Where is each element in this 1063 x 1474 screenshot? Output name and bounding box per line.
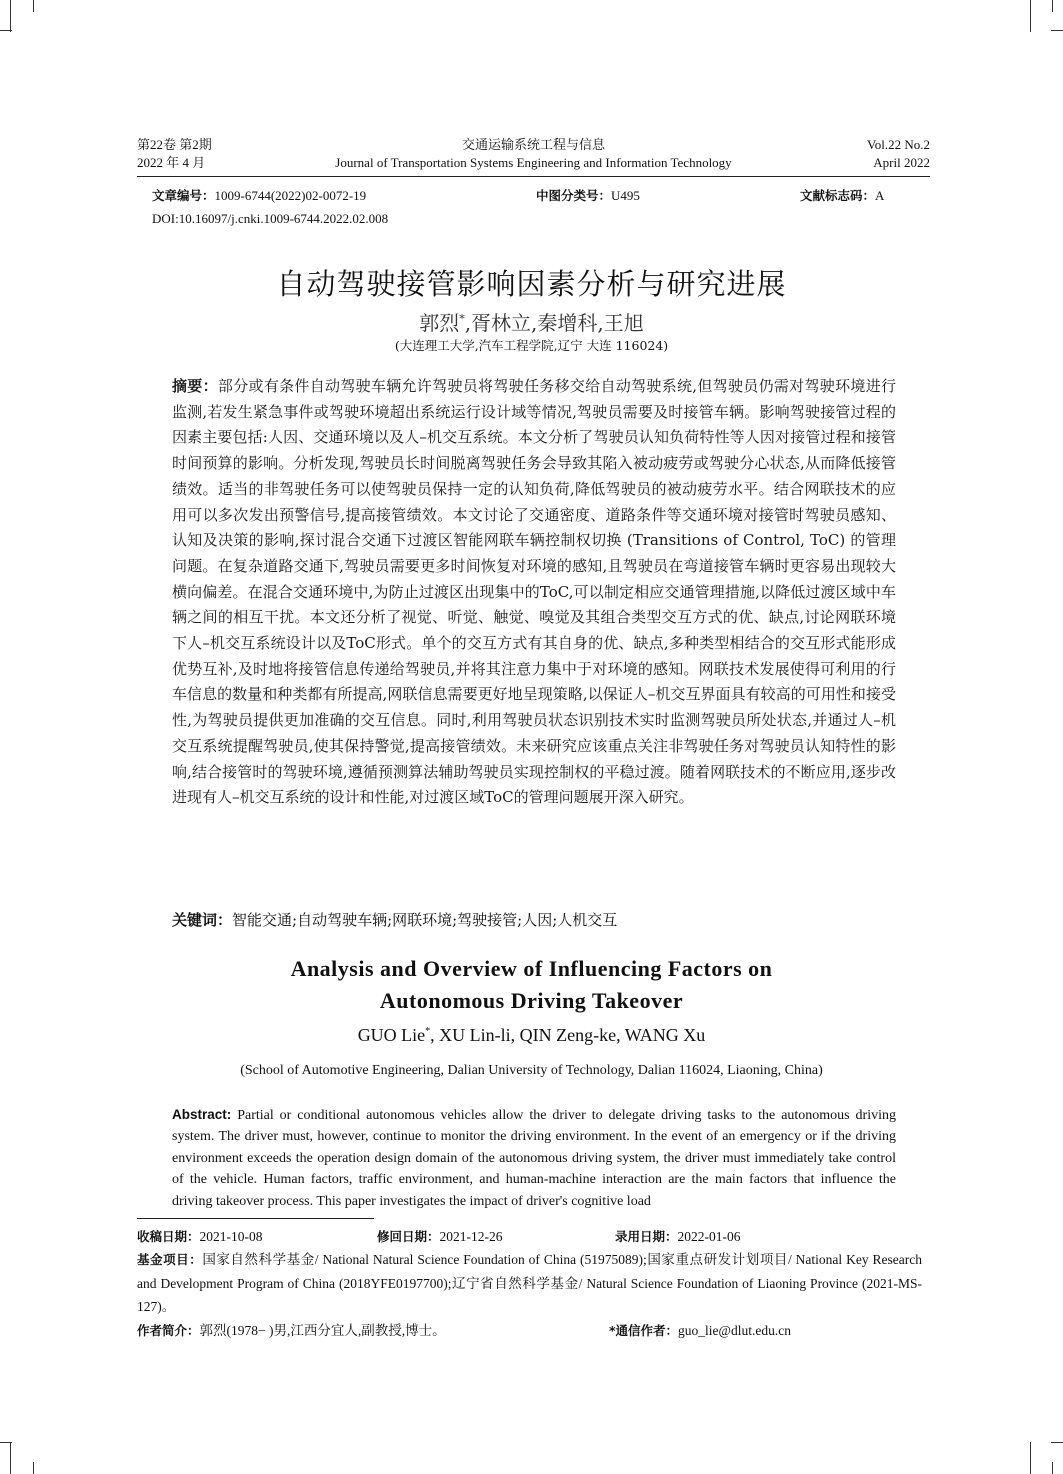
- authors-en: GUO Lie*, XU Lin-li, QIN Zeng-ke, WANG Xu: [357, 1025, 706, 1045]
- crop-mark: [1052, 0, 1053, 12]
- running-header: [137, 136, 930, 172]
- header-right: [867, 136, 930, 172]
- abstract-en-label: Abstract:: [172, 1107, 232, 1122]
- abstract-en: [172, 1104, 896, 1212]
- authors-cn: 郭烈*,胥林立,秦增科,王旭: [419, 311, 644, 335]
- page-title-en: Analysis and Overview of Influencing Factors on Autonomous Driving Takeover: [290, 956, 773, 1013]
- header-rule: [137, 176, 930, 177]
- document-code: 文献标志码：A: [800, 188, 885, 203]
- page-title-cn: 自动驾驶接管影响因素分析与研究进展: [276, 267, 787, 301]
- affiliation-cn: (大连理工大学,汽车工程学院,辽宁 大连 116024): [394, 338, 669, 353]
- crop-mark: [1051, 1442, 1063, 1443]
- footnote-funding: 基金项目：国家自然科学基金/ National Natural Science Foundation of China (51975089);国家重点研发计划项目/ National Key Research and Development Program of China (2018YFE0197700);辽宁省自然科学基金/ Natural Science Foundation of Liaoning Province (2021-MS-127)。: [137, 1252, 922, 1314]
- crop-mark: [0, 30, 12, 31]
- crop-mark: [33, 0, 34, 12]
- author-bio: 作者简介：郭烈(1978− )男,江西分宜人,副教授,博士。: [137, 1323, 446, 1338]
- keywords-cn-label: 关键词：: [172, 911, 233, 929]
- footnote-rule: [137, 1218, 374, 1219]
- abstract-en-text: Partial or conditional autonomous vehicles allow the driver to delegate driving tasks to the autonomous driving system. The driver must, however, continue to monitor the driving environment. In the event of an emergency or if the driving environment exceeds the operation design domain of the autonomous driving system, the driver must immediately take control of the vehicle. Human factors, traffic environment, and human-machine interaction are the main factors that influence the driving takeover process. This paper investigates the impact of driver's cognitive load: [172, 1108, 896, 1209]
- crop-mark: [0, 1442, 12, 1443]
- doi: DOI:10.16097/j.cnki.1009-6744.2022.02.008: [152, 211, 389, 226]
- crop-mark: [1051, 30, 1063, 31]
- classification: 中图分类号：U495: [536, 188, 640, 203]
- affiliation-en: (School of Automotive Engineering, Dalian University of Technology, Dalian 116024, Liaoning, China): [240, 1063, 823, 1078]
- accepted-date: 录用日期：2022-01-06: [615, 1229, 741, 1244]
- revised-date: 修回日期：2021-12-26: [377, 1229, 503, 1244]
- crop-mark: [1052, 1462, 1053, 1474]
- keywords-cn: [172, 907, 896, 933]
- crop-mark: [33, 1462, 34, 1474]
- received-date: 收稿日期：2021-10-08: [137, 1229, 263, 1244]
- date-cn: 2022 年 4 月: [137, 155, 206, 170]
- crop-mark: [10, 1442, 11, 1474]
- crop-mark: [10, 0, 11, 32]
- abstract-cn-label: 摘要：: [172, 377, 218, 395]
- volume-cn: 第22卷 第2期: [137, 137, 212, 152]
- crop-mark: [1030, 1442, 1031, 1474]
- article-id: 文章编号：1009-6744(2022)02-0072-19: [152, 188, 367, 203]
- abstract-cn-text: 部分或有条件自动驾驶车辆允许驾驶员将驾驶任务移交给自动驾驶系统,但驾驶员仍需对驾驶环境进行监测,若发生紧急事件或驾驶环境超出系统运行设计域等情况,驾驶员需要及时接管车辆。影响驾驶接管过程的因素主要包括:人因、交通环境以及人–机交互系统。本文分析了驾驶员认知负荷特性等人因对接管过程和接管时间预算的影响。分析发现,驾驶员长时间脱离驾驶任务会导致其陷入被动疲劳或驾驶分心状态,从而降低接管绩效。适当的非驾驶任务可以使驾驶员保持一定的认知负荷,降低驾驶员的被动疲劳水平。结合网联技术的应用可以多次发出预警信号,提高接管绩效。本文讨论了交通密度、道路条件等交通环境对接管时驾驶员感知、认知及决策的影响,探讨混合交通下过渡区智能网联车辆控制权切换 (Transitions of Control, ToC) 的管理问题。在复杂道路交通下,驾驶员需要更多时间恢复对环境的感知,且驾驶员在弯道接管车辆时更容易出现较大横向偏差。在混合交通环境中,为防止过渡区出现集中的ToC,可以制定相应交通管理措施,以降低过渡区域中车辆之间的相互干扰。本文还分析了视觉、听觉、触觉、嗅觉及其组合类型交互方式的优、缺点,讨论网联环境下人–机交互系统设计以及ToC形式。单个的交互方式有其自身的优、缺点,多种类型相结合的交互形式能形成优势互补,及时地将接管信息传递给驾驶员,并将其注意力集中于对环境的感知。网联技术发展使得可利用的行车信息的数量和种类都有所提高,网联信息需要更好地呈现策略,以保证人–机交互界面具有较高的可用性和接受性,为驾驶员提供更加准确的交互信息。同时,利用驾驶员状态识别技术实时监测驾驶员所处状态,并通过人–机交互系统提醒驾驶员,使其保持警觉,提高接管绩效。未来研究应该重点关注非驾驶任务对驾驶员认知特性的影响,结合接管时的驾驶环境,遵循预测算法辅助驾驶员实现控制权的平稳过渡。随着网联技术的不断应用,逐步改进现有人–机交互系统的设计和性能,对过渡区域ToC的管理问题展开深入研究。: [172, 377, 896, 807]
- footnote-author: [137, 1319, 922, 1343]
- keywords-cn-text: 智能交通;自动驾驶车辆;网联环境;驾驶接管;人因;人机交互: [232, 911, 618, 929]
- journal-en: Journal of Transportation Systems Engineering and Information Technology: [335, 155, 732, 170]
- abstract-cn: [172, 374, 896, 811]
- volume-en: Vol.22 No.2: [867, 137, 930, 152]
- crop-mark: [1030, 0, 1031, 32]
- corresponding-author: *通信作者：guo_lie@dlut.edu.cn: [609, 1323, 791, 1338]
- journal-cn: 交通运输系统工程与信息: [461, 137, 605, 152]
- date-en: April 2022: [873, 155, 930, 170]
- header-center: [137, 136, 930, 172]
